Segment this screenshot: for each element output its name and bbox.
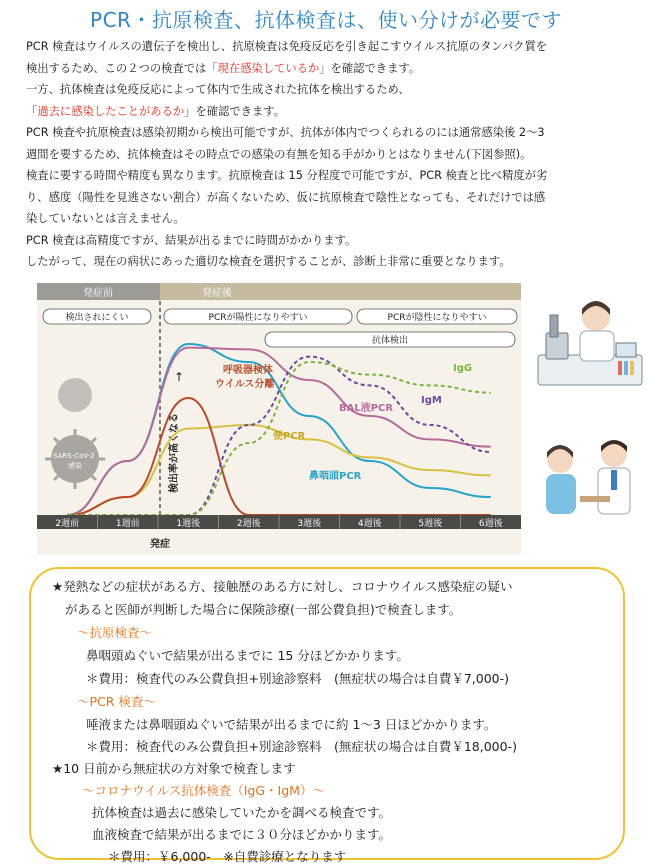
- intro-line: PCR 検査はウイルスの遺伝子を検出し、抗原検査は免疫反応を引き起こすウイルス抗原のタンパク質を: [26, 40, 548, 53]
- page-title: PCR・抗原検査、抗体検査は、使い分けが必要です: [90, 8, 562, 32]
- antibody-test-heading: ～コロナウイルス抗体検査（IgG・IgM）～: [82, 783, 325, 798]
- intro-line: 染していないとは言えません。: [26, 212, 185, 225]
- intro-line: 検査に要する時間や精度も異なります。抗原検査は 15 分程度で可能ですが、PCR 検査と比べ精度が劣: [26, 169, 548, 182]
- pill-undetected-label: 検出されにくい: [65, 313, 129, 323]
- box-line: があると医師が判断した場合に保険診療(一部公費負担)で検査します。: [65, 602, 462, 617]
- pill-antibody-label: 抗体検出: [371, 336, 409, 346]
- label-igm: IgM: [421, 395, 442, 406]
- highlight-past-infection: 過去に感染したことがあるか: [37, 104, 185, 118]
- week-tick-label: 1週後: [176, 519, 201, 529]
- box-line: 血液検査で結果が出るまでに３０分ほどかかります。: [92, 827, 392, 842]
- virus-label-line2: 感染: [68, 462, 82, 470]
- intro-line: 一方、抗体検査は免疫反応によって体内で生成された抗体を検出するため、: [26, 83, 410, 96]
- label-np: 鼻咽頭PCR: [309, 471, 362, 482]
- label-resp-2: ウイルス分離: [215, 379, 275, 390]
- box-line: ★発熱などの症状がある方、接触歴のある方に対し、コロナウイルス感染症の疑い: [52, 579, 513, 594]
- header-before-label: 発症前: [83, 288, 113, 299]
- week-tick-label: 4週後: [357, 519, 382, 529]
- week-tick-label: 5週後: [418, 519, 443, 529]
- week-tick-label: 1週前: [115, 519, 140, 529]
- pill-pcr-positive-label: PCRが陽性になりやすい: [208, 313, 308, 323]
- box-line: ★10 日前から無症状の方対象で検査します: [52, 761, 296, 776]
- intro-line: り、感度（陽性を見逃さない割合）が高くないため、仮に抗原検査で陰性となっても、それだけでは感: [26, 190, 546, 204]
- pill-pcr-negative-label: PCRが陰性になりやすい: [387, 313, 487, 323]
- header-after-label: 発症後: [202, 288, 232, 299]
- pcr-test-heading: ～PCR 検査～: [77, 694, 156, 709]
- box-line: ＊費用：検査代のみ公費負担+別途診察料 (無症状の場合は自費￥18,000-): [86, 739, 517, 754]
- intro-line: したがって、現在の病状にあった適切な検査を選択することが、診断上非常に重要となります。: [26, 255, 511, 268]
- intro-paragraph: [26, 36, 626, 273]
- virus-label-line1: SARS-CoV-2: [53, 452, 95, 460]
- intro-line: 「過去に感染したことがあるか」を確認できます。: [26, 104, 285, 118]
- label-stool: 便PCR: [273, 431, 306, 442]
- label-resp-1: 呼吸器検体: [223, 365, 273, 376]
- onset-label: 発症: [150, 539, 170, 550]
- week-tick-label: 2週前: [55, 519, 80, 529]
- intro-line: PCR 検査は高精度ですが、結果が出るまでに時間がかかります。: [26, 233, 357, 247]
- highlight-current-infection: 現在感染しているか: [217, 61, 320, 75]
- label-igg: IgG: [453, 363, 473, 374]
- label-bal: BAL液PCR: [339, 403, 394, 414]
- box-line: ＊費用：検査代のみ公費負担+別途診察料 (無症状の場合は自費￥7,000-): [86, 671, 510, 686]
- scientist-microscope-illustration: [534, 295, 646, 395]
- doctor-patient-illustration: [540, 430, 644, 530]
- week-tick-label: 6週後: [478, 519, 503, 529]
- box-line: 抗体検査は過去に感染していたかを調べる検査です。: [92, 805, 392, 820]
- box-line: 鼻咽頭ぬぐいで結果が出るまでに 15 分ほどかかります。: [86, 648, 409, 663]
- detection-timeline-chart: [37, 283, 521, 555]
- box-line: 唾液または鼻咽頭ぬぐいで結果が出るまでに約 1～3 日ほどかかります。: [86, 717, 497, 732]
- intro-line: 検出するため、この２つの検査では「現在感染しているか」を確認できます。: [26, 61, 421, 75]
- week-tick-label: 2週後: [236, 519, 261, 529]
- intro-line: PCR 検査や抗原検査は感染初期から検出可能ですが、抗体が体内でつくられるのには通常感染後 2～3: [26, 126, 545, 139]
- arrow-up-icon: ↑: [173, 370, 185, 384]
- vertical-label: 検出率が高くなる: [169, 413, 180, 493]
- week-tick-label: 3週後: [297, 519, 322, 529]
- antigen-test-heading: ～抗原検査～: [77, 625, 153, 640]
- intro-line: 週間を要するため、抗体検査はその時点での感染の有無を知る手がかりとはなりません(下図参照)。: [26, 147, 532, 161]
- box-line: ＊費用：￥6,000- ※自費診療となります: [108, 849, 347, 864]
